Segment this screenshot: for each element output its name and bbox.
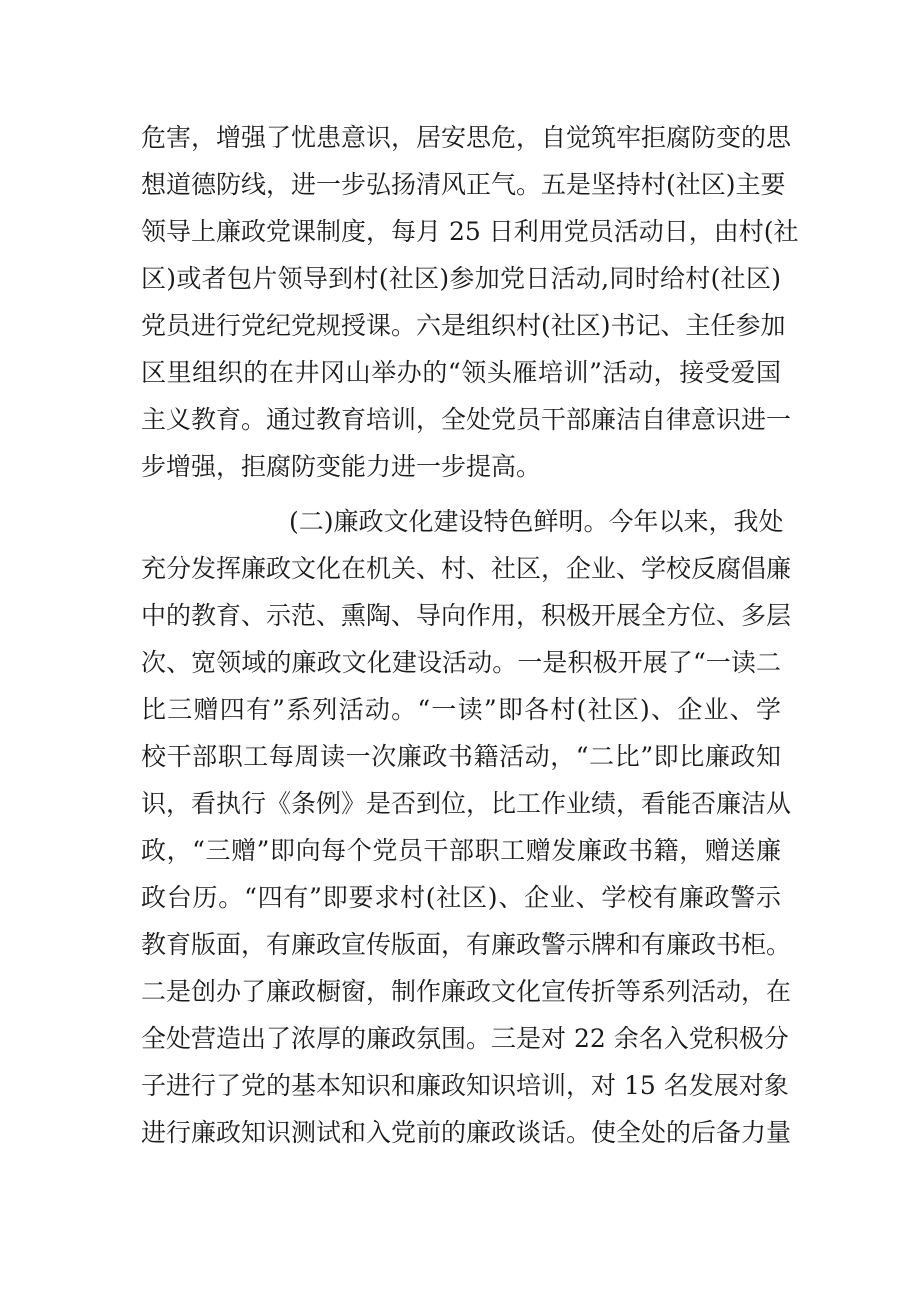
- text-line: 想道德防线，进一步弘扬清风正气。五是坚持村(社区)主要: [141, 170, 786, 199]
- text-line: 比三赠四有”系列活动。“一读”即各村(社区)、企业、学: [141, 695, 781, 724]
- text-line: 充分发挥廉政文化在机关、村、社区，企业、学校反腐倡廉: [141, 554, 792, 583]
- text-line: 进行廉政知识测试和入党前的廉政谈话。使全处的后备力量: [141, 1118, 792, 1147]
- text-line: 中的教育、示范、熏陶、导向作用，积极开展全方位、多层: [141, 601, 792, 630]
- section-heading-line: (二)廉政文化建设特色鲜明。今年以来，我处: [289, 507, 784, 536]
- text-line: 危害，增强了忧患意识，居安思危，自觉筑牢拒腐防变的思: [141, 123, 792, 152]
- text-line: 校干部职工每周读一次廉政书籍活动，“二比”即比廉政知: [141, 742, 781, 771]
- text-line: 全处营造出了浓厚的廉政氛围。三是对 22 余名入党积极分: [141, 1024, 789, 1053]
- text-line: 识，看执行《条例》是否到位，比工作业绩，看能否廉洁从: [141, 789, 792, 818]
- text-line: 二是创办了廉政橱窗，制作廉政文化宣传折等系列活动，在: [141, 977, 792, 1006]
- text-line: 政，“三赠”即向每个党员干部职工赠发廉政书籍，赠送廉: [141, 836, 781, 865]
- text-line: 次、宽领域的廉政文化建设活动。一是积极开展了“一读二: [141, 648, 781, 677]
- text-line: 子进行了党的基本知识和廉政知识培训，对 15 名发展对象: [141, 1071, 789, 1100]
- text-line: 区)或者包片领导到村(社区)参加党日活动,同时给村(社区): [141, 264, 781, 293]
- text-line: 主义教育。通过教育培训，全处党员干部廉洁自律意识进一: [141, 405, 792, 434]
- text-line: 步增强，拒腐防变能力进一步提高。: [141, 452, 542, 481]
- text-line: 领导上廉政党课制度，每月 25 日利用党员活动日，由村(社: [141, 217, 799, 246]
- text-line: 区里组织的在井冈山举办的“领头雁培训”活动，接受爱国: [141, 358, 781, 387]
- text-line: 政台历。“四有”即要求村(社区)、企业、学校有廉政警示: [141, 883, 781, 912]
- text-line: 党员进行党纪党规授课。六是组织村(社区)书记、主任参加: [141, 311, 786, 340]
- text-line: 教育版面，有廉政宣传版面，有廉政警示牌和有廉政书柜。: [141, 930, 792, 959]
